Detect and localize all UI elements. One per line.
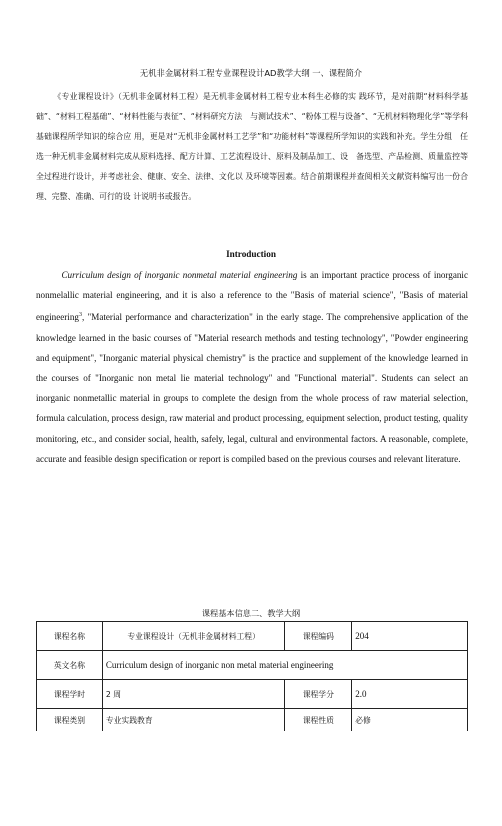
course-name-label: 课程名称 [37, 622, 103, 651]
english-name-label: 英文名称 [37, 651, 103, 680]
table-row [37, 680, 468, 709]
category-label: 课程类别 [37, 709, 103, 732]
hours-value: 2 周 [102, 680, 285, 709]
intro-text-part2: , "Material performance and characterization" in the early stage. The comprehensive application of the knowledge learned in the basic courses of "Material research methods and testing technology", "Powder engineering and equipment", "Inorganic material physical chemistry" is the practice and supplement of the knowledge learned in the courses of "Inorganic non metal lie material technology" and "Functional material". Students can select an inorganic nonmetallic material in groups to complete the design from the whole process of raw material selection, formula calculation, process design, raw material and product processing, equipment selection, product testing, quality monitoring, etc., and consider social, health, safely, legal, cultural and environmental factors. A reasonable, complete, accurate and feasible design specification or report is compiled based on the previous courses and relevant literature. [36, 312, 468, 464]
category-value: 专业实践教育 [102, 709, 285, 732]
credits-label: 课程学分 [285, 680, 352, 709]
table-row [37, 622, 468, 651]
course-name-value: 专业课程设计（无机非金属材料工程） [102, 622, 285, 651]
course-code-label: 课程编码 [285, 622, 352, 651]
document-heading: 无机非金属材料工程专业课程设计AD教学大纲 一、课程简介 [139, 68, 363, 78]
english-name-value: Curriculum design of inorganic non metal material engineering [102, 651, 467, 680]
superscript-mark: 3 [78, 312, 82, 319]
introduction-heading: Introduction [226, 249, 276, 259]
table-row [37, 709, 468, 732]
hours-label: 课程学时 [37, 680, 103, 709]
course-info-table [36, 621, 468, 731]
intro-paragraph-english [36, 265, 468, 469]
nature-label: 课程性质 [285, 709, 352, 732]
nature-value: 必修 [352, 709, 468, 732]
intro-paragraph-chinese: 《专业课程设计》（无机非金属材料工程）是无机非金属材料工程专业本科生必修的实 践环节，是对前期“材料科学基础”、“材料工程基础”、“材料性能与表征”、“材料研究方法 与测试技术”、“粉体工程与设备”、“无机材料物理化学”等学科基础课程所学知识的综合应 用，更是对“无机非金属材料工艺学”和“功能材料”等课程所学知识的实践和补充。学生分组 任选一种无机非金属材料完成从原料选择、配方计算、工艺流程设计、原料及制品加工、设 备选型、产品检测、质量监控等全过程进行设计，并考虑社会、健康、安全、法律、文化以 及环境等因素。结合前期课程并查阅相关文献资料编写出一份合理、完整、准确、可行的设 计说明书或报告。 [36, 92, 468, 201]
table-row [37, 651, 468, 680]
intro-text-part1: is an important practice process of inorganic nonmelallic material engineering, and it is also a reference to the "Basis of material science", "Basis of material engineering [36, 270, 468, 323]
table-title: 课程基本信息二、教学大纲 [201, 608, 301, 618]
course-code-value: 204 [352, 622, 468, 651]
course-title-italic: Curriculum design of inorganic nonmetal material engineering [61, 270, 298, 280]
credits-value: 2.0 [352, 680, 468, 709]
